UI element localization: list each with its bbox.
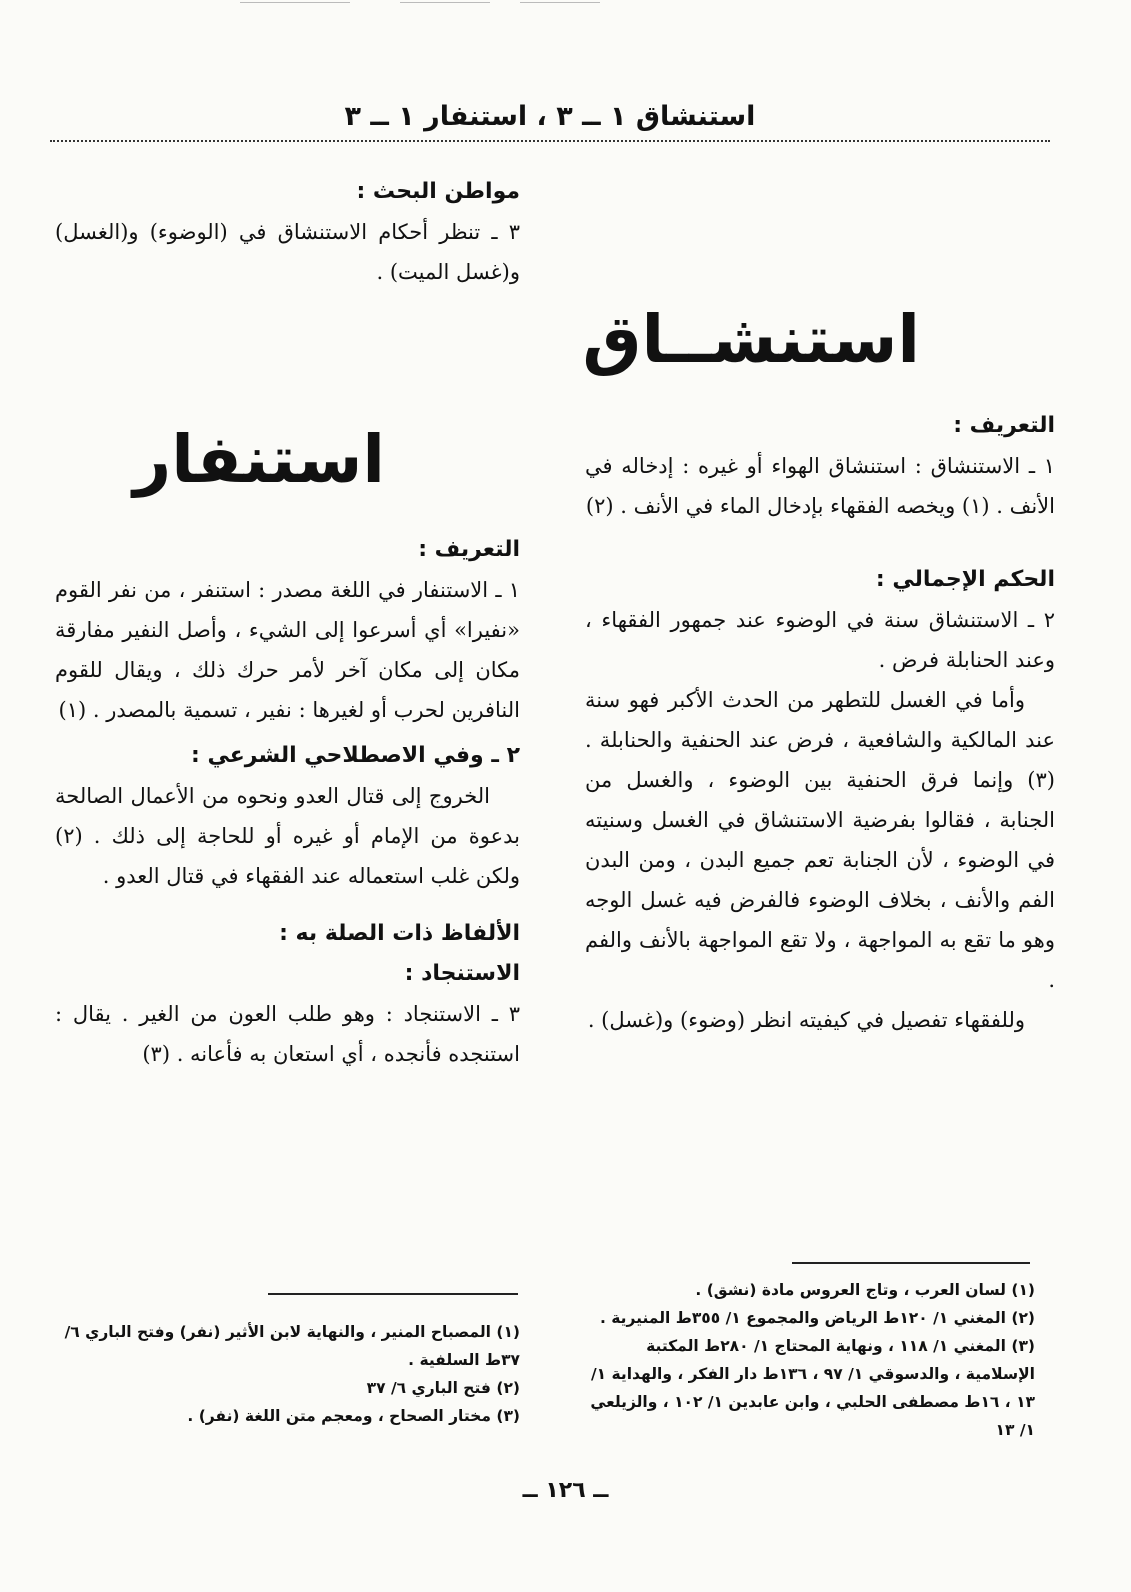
section-heading: الحكم الإجمالي : xyxy=(875,567,1055,592)
scan-mark xyxy=(400,2,490,3)
footnotes-right xyxy=(580,1276,1035,1444)
paragraph: ١ ـ الاستنشاق : استنشاق الهواء أو غيره : إدخاله في الأنف . (١) ويخصه الفقهاء بإدخال الماء في الأنف . (٢) xyxy=(585,454,1055,518)
running-header: استنشاق ١ ــ ٣ ، استنفار ١ ــ ٣ xyxy=(344,101,756,132)
entry-title-istinshaq: استنشــاق xyxy=(582,301,920,378)
scan-mark xyxy=(240,2,350,3)
paragraph: الخروج إلى قتال العدو ونحوه من الأعمال الصالحة بدعوة من الإمام أو غيره أو للحاجة إلى ذلك . (٢) ولكن غلب استعماله عند الفقهاء في قتال العدو . xyxy=(55,784,520,888)
paragraph: وللفقهاء تفصيل في كيفيته انظر (وضوء) و(غسل) . xyxy=(587,1008,1025,1032)
footnote: (٢) المغني ١/ ١٢٠ط الرياض والمجموع ١/ ٣٥٥ط المنيرية . xyxy=(600,1309,1035,1327)
paragraph: ٣ ـ الاستنجاد : وهو طلب العون من الغير . يقال : استنجده فأنجده ، أي استعان به فأعانه . (٣) xyxy=(55,1002,520,1066)
section-heading: ٢ ـ وفي الاصطلاحي الشرعي : xyxy=(191,743,520,768)
paragraph: ٢ ـ الاستنشاق سنة في الوضوء عند جمهور الفقهاء ، وعند الحنابلة فرض . xyxy=(585,608,1055,672)
sub-heading: الاستنجاد : xyxy=(404,961,520,986)
istinshaq-section xyxy=(585,406,1055,1040)
entry-title-istinfar: استنفار xyxy=(133,421,385,498)
footnote: (١) لسان العرب ، وتاج العروس مادة (نشق) . xyxy=(695,1281,1035,1299)
header-divider xyxy=(50,140,1050,142)
scan-mark xyxy=(520,2,600,3)
section-heading: التعريف : xyxy=(953,413,1055,438)
section-heading: مواطن البحث : xyxy=(356,179,520,204)
footnote: (٢) فتح الباري ٦/ ٣٧ xyxy=(366,1379,520,1397)
footnote: (٣) مختار الصحاح ، ومعجم متن اللغة (نفر) . xyxy=(187,1407,520,1425)
page-number: ــ ١٢٦ ــ xyxy=(522,1478,609,1503)
section-heading: التعريف : xyxy=(418,537,520,562)
footnotes-left xyxy=(55,1318,520,1430)
istinfar-section xyxy=(55,530,520,1074)
footnote: (٣) المغني ١/ ١١٨ ، ونهاية المحتاج ١/ ٢٨٠ط المكتبة الإسلامية ، والدسوقي ١/ ٩٧ ، ١٣٦ط دار الفكر ، والهداية ١/ ١٣ ، ١٦ط مصطفى الحلبي ، وابن عابدين ١/ ١٠٢ ، والزيلعي ١/ ١٣ xyxy=(590,1337,1035,1439)
section-heading: الألفاظ ذات الصلة به : xyxy=(279,921,520,946)
footnote-rule xyxy=(268,1293,518,1295)
footnote: (١) المصباح المنير ، والنهاية لابن الأثير (نفر) وفتح الباري ٦/ ٣٧ط السلفية . xyxy=(64,1323,520,1369)
paragraph: وأما في الغسل للتطهر من الحدث الأكبر فهو سنة عند المالكية والشافعية ، فرض عند الحنفية والحنابلة . (٣) وإنما فرق الحنفية بين الوضوء ، والغسل من الجنابة ، فقالوا بفرضية الاستنشاق في الغسل وسنيته في الوضوء ، لأن الجنابة تعم جميع البدن ، ومن البدن الفم والأنف ، بخلاف الوضوء فالفرض فيه غسل الوجه وهو ما تقع به المواجهة ، ولا تقع المواجهة بالأنف والفم . xyxy=(585,688,1055,992)
paragraph: ٣ ـ تنظر أحكام الاستنشاق في (الوضوء) و(الغسل) و(غسل الميت) . xyxy=(55,220,520,284)
left-top-section xyxy=(55,172,520,292)
footnote-rule xyxy=(792,1262,1030,1264)
paragraph: ١ ـ الاستنفار في اللغة مصدر : استنفر ، من نفر القوم «نفيرا» أي أسرعوا إلى الشيء ، وأصل النفير مفارقة مكان إلى مكان آخر لأمر حرك ذلك ، ويقال للقوم النافرين لحرب أو لغيرها : نفير ، تسمية بالمصدر . (١) xyxy=(55,578,520,722)
